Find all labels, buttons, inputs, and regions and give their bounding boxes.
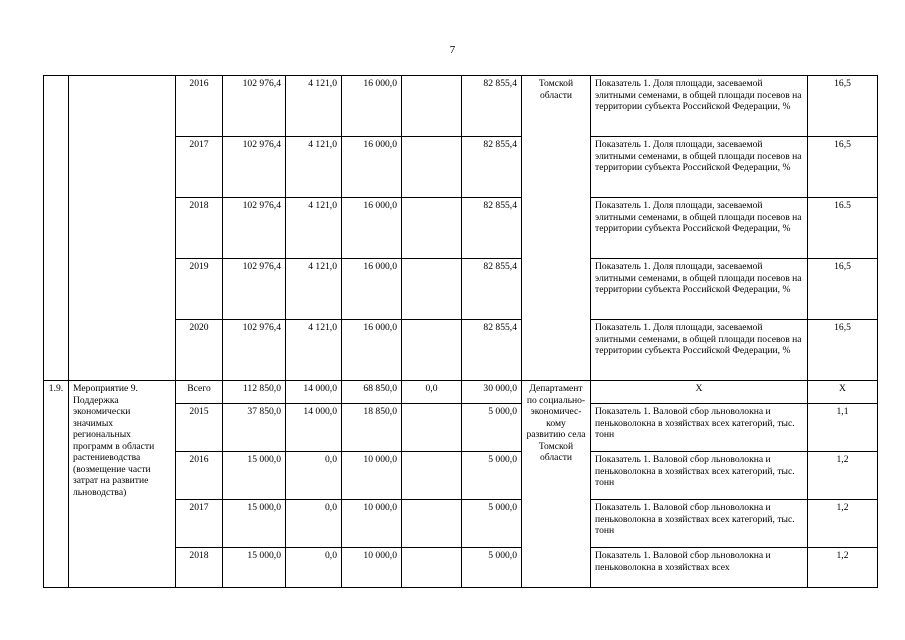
total-cell: 37 850,0 <box>223 404 286 452</box>
federal-cell: 0,0 <box>286 500 342 548</box>
local-cell <box>402 452 462 500</box>
year-cell: 2018 <box>176 198 223 259</box>
local-cell <box>402 137 462 198</box>
federal-cell: 4 121,0 <box>286 259 342 320</box>
indicator-value-cell: 1,2 <box>808 548 878 588</box>
indicator-cell: Показатель 1. Валовой сбор льноволокна и пеньковолокна в хозяйствах всех категорий, тыс. тонн <box>591 452 808 500</box>
federal-cell: 14 000,0 <box>286 404 342 452</box>
federal-cell: 4 121,0 <box>286 198 342 259</box>
federal-cell: 0,0 <box>286 452 342 500</box>
extra-budget-cell: 5 000,0 <box>462 500 522 548</box>
federal-cell: 4 121,0 <box>286 320 342 381</box>
indicator-value-cell: 16,5 <box>808 259 878 320</box>
extra-budget-cell: 5 000,0 <box>462 404 522 452</box>
year-cell: 2017 <box>176 500 223 548</box>
federal-cell: 0,0 <box>286 548 342 588</box>
local-cell: 0,0 <box>402 381 462 404</box>
extra-budget-cell: 82 855,4 <box>462 76 522 137</box>
extra-budget-cell: 82 855,4 <box>462 137 522 198</box>
table-row <box>44 76 878 137</box>
indicator-cell: Показатель 1. Валовой сбор льноволокна и пеньковолокна в хозяйствах всех <box>591 548 808 588</box>
indicator-value-cell: 1,2 <box>808 452 878 500</box>
indicator-value-cell: 16.5 <box>808 198 878 259</box>
year-cell: Всего <box>176 381 223 404</box>
year-cell: 2016 <box>176 452 223 500</box>
program-table <box>43 75 878 588</box>
year-cell: 2017 <box>176 137 223 198</box>
indicator-cell: Показатель 1. Доля площади, засеваемой элитными семенами, в общей площади посевов на территории субъекта Российской Федерации, % <box>591 198 808 259</box>
regional-cell: 16 000,0 <box>342 137 402 198</box>
table-body <box>44 76 878 588</box>
regional-cell: 16 000,0 <box>342 259 402 320</box>
total-cell: 15 000,0 <box>223 500 286 548</box>
indicator-cell: X <box>591 381 808 404</box>
indicator-value-cell: 16,5 <box>808 76 878 137</box>
local-cell <box>402 76 462 137</box>
total-cell: 15 000,0 <box>223 452 286 500</box>
federal-cell: 4 121,0 <box>286 76 342 137</box>
indicator-cell: Показатель 1. Доля площади, засеваемой элитными семенами, в общей площади посевов на территории субъекта Российской Федерации, % <box>591 320 808 381</box>
extra-budget-cell: 82 855,4 <box>462 259 522 320</box>
indicator-value-cell: X <box>808 381 878 404</box>
extra-budget-cell: 5 000,0 <box>462 548 522 588</box>
row-num-cell <box>44 76 69 381</box>
local-cell <box>402 198 462 259</box>
indicator-value-cell: 16,5 <box>808 320 878 381</box>
year-cell: 2019 <box>176 259 223 320</box>
indicator-cell: Показатель 1. Валовой сбор льноволокна и пеньковолокна в хозяйствах всех категорий, тыс. тонн <box>591 500 808 548</box>
total-cell: 102 976,4 <box>223 320 286 381</box>
page-number: 7 <box>449 44 456 56</box>
extra-budget-cell: 5 000,0 <box>462 452 522 500</box>
indicator-value-cell: 16,5 <box>808 137 878 198</box>
indicator-value-cell: 1,2 <box>808 500 878 548</box>
local-cell <box>402 500 462 548</box>
regional-cell: 16 000,0 <box>342 198 402 259</box>
total-cell: 102 976,4 <box>223 76 286 137</box>
indicator-cell: Показатель 1. Доля площади, засеваемой элитными семенами, в общей площади посевов на территории субъекта Российской Федерации, % <box>591 259 808 320</box>
federal-cell: 14 000,0 <box>286 381 342 404</box>
extra-budget-cell: 82 855,4 <box>462 320 522 381</box>
total-cell: 102 976,4 <box>223 137 286 198</box>
total-cell: 15 000,0 <box>223 548 286 588</box>
year-cell: 2015 <box>176 404 223 452</box>
regional-cell: 10 000,0 <box>342 500 402 548</box>
year-cell: 2016 <box>176 76 223 137</box>
table-row <box>44 381 878 404</box>
year-cell: 2020 <box>176 320 223 381</box>
responsible-org-cell: Департамент по социально-экономичес-кому развитию села Томской области <box>522 381 591 588</box>
regional-cell: 16 000,0 <box>342 76 402 137</box>
indicator-value-cell: 1,1 <box>808 404 878 452</box>
local-cell <box>402 259 462 320</box>
extra-budget-cell: 30 000,0 <box>462 381 522 404</box>
regional-cell: 10 000,0 <box>342 452 402 500</box>
measure-name-cell: Мероприятие 9. Поддержка экономически значимых региональных программ в области растениеводства (возмещение части затрат на развитие льноводства) <box>69 381 176 588</box>
extra-budget-cell: 82 855,4 <box>462 198 522 259</box>
indicator-cell: Показатель 1. Доля площади, засеваемой элитными семенами, в общей площади посевов на территории субъекта Российской Федерации, % <box>591 76 808 137</box>
total-cell: 102 976,4 <box>223 198 286 259</box>
local-cell <box>402 548 462 588</box>
year-cell: 2018 <box>176 548 223 588</box>
indicator-cell: Показатель 1. Доля площади, засеваемой элитными семенами, в общей площади посевов на территории субъекта Российской Федерации, % <box>591 137 808 198</box>
regional-cell: 10 000,0 <box>342 548 402 588</box>
local-cell <box>402 320 462 381</box>
federal-cell: 4 121,0 <box>286 137 342 198</box>
regional-cell: 16 000,0 <box>342 320 402 381</box>
responsible-org-cell: Томской области <box>522 76 591 381</box>
indicator-cell: Показатель 1. Валовой сбор льноволокна и пеньковолокна в хозяйствах всех категорий, тыс. тонн <box>591 404 808 452</box>
total-cell: 102 976,4 <box>223 259 286 320</box>
total-cell: 112 850,0 <box>223 381 286 404</box>
regional-cell: 68 850,0 <box>342 381 402 404</box>
measure-name-cell <box>69 76 176 381</box>
row-num-cell: 1.9. <box>44 381 69 588</box>
local-cell <box>402 404 462 452</box>
regional-cell: 18 850,0 <box>342 404 402 452</box>
